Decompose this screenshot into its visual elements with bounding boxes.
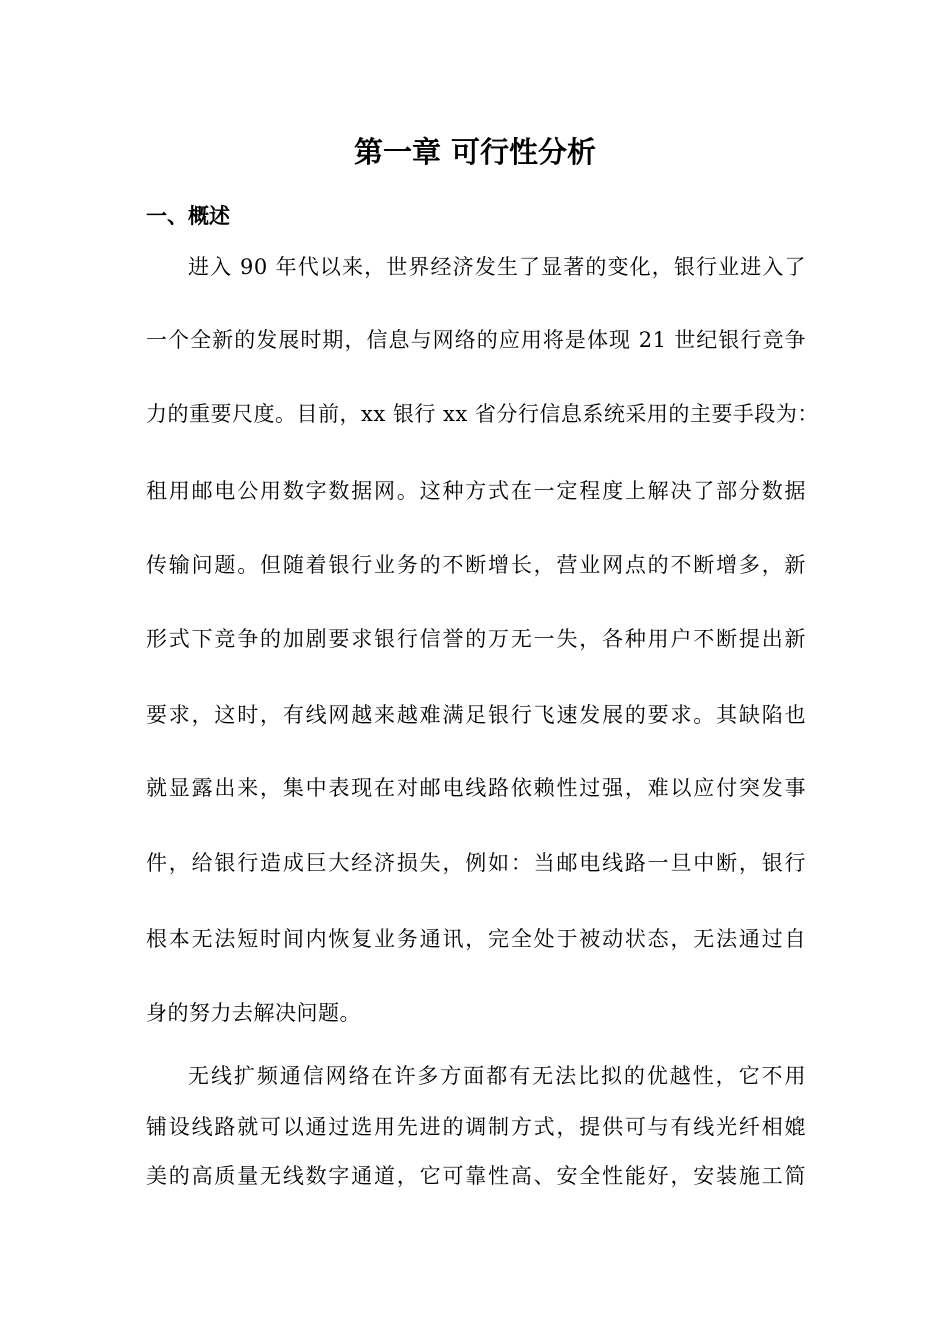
paragraph-line: 传输问题。但随着银行业务的不断增长，营业网点的不断增多，新 [146, 553, 806, 577]
paragraph-line: 美的高质量无线数字通道，它可靠性高、安全性能好，安装施工简 [146, 1164, 806, 1188]
paragraph-line: 件，给银行造成巨大经济损失，例如：当邮电线路一旦中断，银行 [146, 851, 806, 875]
paragraph-line: 根本无法短时间内恢复业务通讯，完全处于被动状态，无法通过自 [146, 927, 806, 951]
paragraph-line: 要求，这时，有线网越来越难满足银行飞速发展的要求。其缺陷也 [146, 703, 806, 727]
paragraph-line: 形式下竞争的加剧要求银行信誉的万无一失，各种用户不断提出新 [146, 627, 806, 651]
paragraph-line: 铺设线路就可以通过选用先进的调制方式，提供可与有线光纤相媲 [146, 1115, 806, 1139]
section-heading: 一、概述 [146, 204, 230, 228]
paragraph-line: 进入 90 年代以来，世界经济发生了显著的变化，银行业进入了 [188, 255, 806, 279]
paragraph-line: 力的重要尺度。目前，xx 银行 xx 省分行信息系统采用的主要手段为： [146, 402, 819, 426]
paragraph-line: 一个全新的发展时期，信息与网络的应用将是体现 21 世纪银行竞争 [146, 328, 806, 352]
chapter-title: 第一章 可行性分析 [353, 135, 597, 169]
paragraph-line: 无线扩频通信网络在许多方面都有无法比拟的优越性，它不用 [188, 1064, 806, 1088]
paragraph-line: 身的努力去解决问题。 [146, 1001, 361, 1025]
paragraph-line: 就显露出来，集中表现在对邮电线路依赖性过强，难以应付突发事 [146, 776, 806, 800]
paragraph-line: 租用邮电公用数字数据网。这种方式在一定程度上解决了部分数据 [146, 479, 806, 503]
